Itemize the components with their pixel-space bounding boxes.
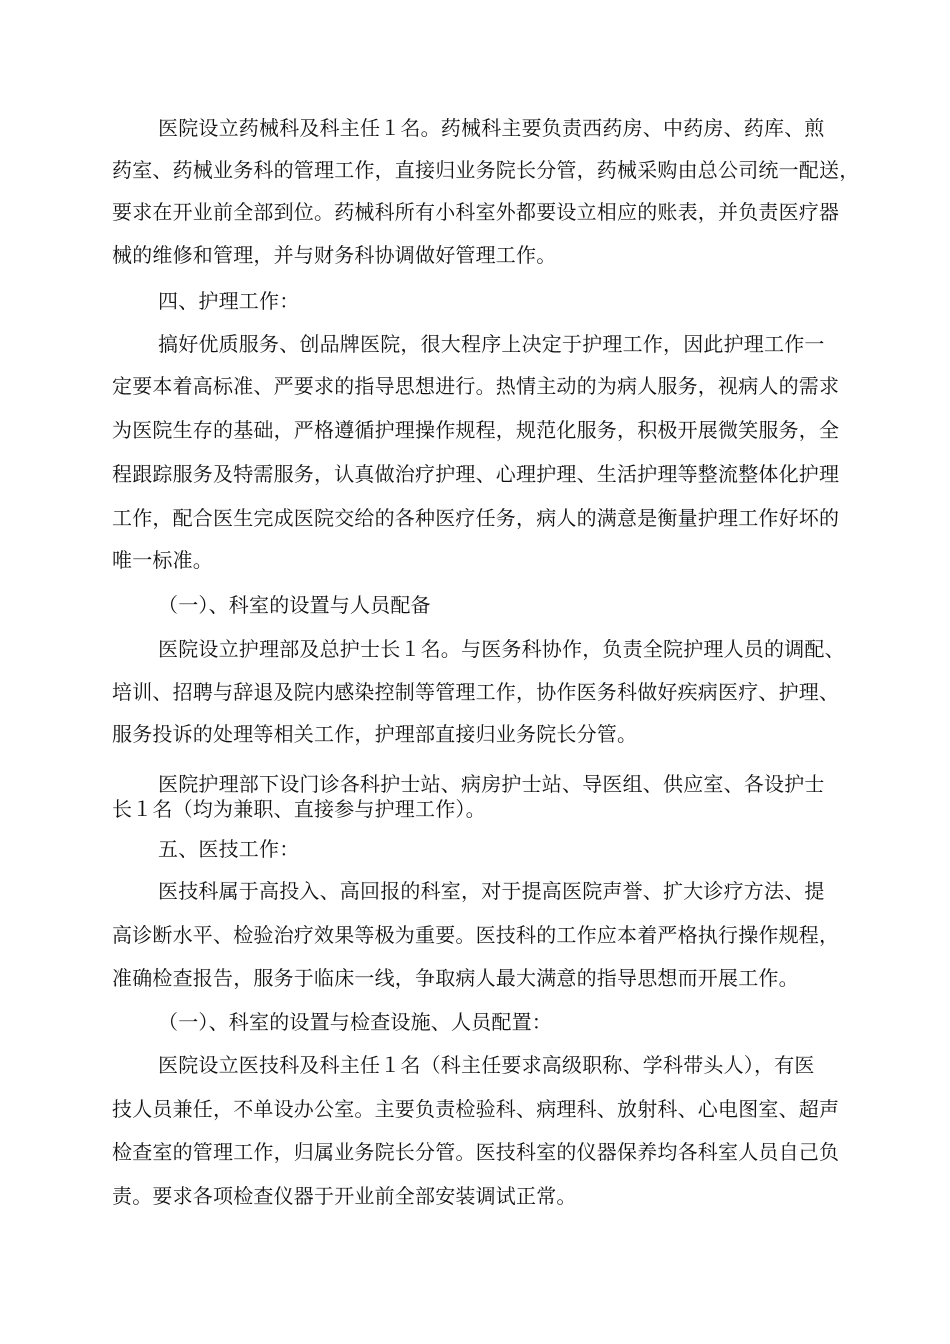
text-line: 搞好优质服务、创品牌医院，很大程序上决定于护理工作，因此护理工作一 xyxy=(158,332,825,356)
subsection-heading: （一）、科室的设置与人员配备 xyxy=(158,593,431,617)
text-line: 药室、药械业务科的管理工作，直接归业务院长分管，药械采购由总公司统一配送， xyxy=(112,158,860,182)
text-line: 唯一标准。 xyxy=(112,548,213,572)
subsection-heading: （一）、科室的设置与检查设施、人员配置： xyxy=(158,1010,552,1034)
text-line: 程跟踪服务及特需服务，认真做治疗护理、心理护理、生活护理等整流整体化护理 xyxy=(112,462,840,486)
text-line: 医院设立医技科及科主任１名（科主任要求高级职称、学科带头人），有医 xyxy=(158,1053,815,1077)
text-line: 工作，配合医生完成医院交给的各种医疗任务，病人的满意是衡量护理工作好坏的 xyxy=(112,506,840,530)
section-heading: 四、护理工作： xyxy=(158,289,300,313)
text-line: 医院护理部下设门诊各科护士站、病房护士站、导医组、供应室、各设护士 xyxy=(158,772,825,796)
text-line: 械的维修和管理，并与财务科协调做好管理工作。 xyxy=(112,243,557,267)
text-line: 为医院生存的基础，严格遵循护理操作规程，规范化服务，积极开展微笑服务，全 xyxy=(112,418,840,442)
text-line: 服务投诉的处理等相关工作，护理部直接归业务院长分管。 xyxy=(112,722,638,746)
text-line: 培训、招聘与辞退及院内感染控制等管理工作，协作医务科做好疾病医疗、护理、 xyxy=(112,680,840,704)
text-line: 定要本着高标准、严要求的指导思想进行。热情主动的为病人服务，视病人的需求 xyxy=(112,374,840,398)
section-heading: 五、医技工作： xyxy=(158,837,300,861)
text-line: 要求在开业前全部到位。药械科所有小科室外都要设立相应的账表，并负责医疗器 xyxy=(112,200,840,224)
text-line: 准确检查报告，服务于临床一线，争取病人最大满意的指导思想而开展工作。 xyxy=(112,966,799,990)
text-line: 医院设立护理部及总护士长１名。与医务科协作，负责全院护理人员的调配、 xyxy=(158,637,845,661)
text-line: 高诊断水平、检验治疗效果等极为重要。医技科的工作应本着严格执行操作规程， xyxy=(112,923,840,947)
text-line: 医院设立药械科及科主任１名。药械科主要负责西药房、中药房、药库、煎 xyxy=(158,116,825,140)
text-line: 医技科属于高投入、高回报的科室，对于提高医院声誉、扩大诊疗方法、提 xyxy=(158,879,825,903)
text-line: 技人员兼任，不单设办公室。主要负责检验科、病理科、放射科、心电图室、超声 xyxy=(112,1097,840,1121)
text-line: 长１名（均为兼职、直接参与护理工作）。 xyxy=(112,797,486,821)
text-line: 检查室的管理工作，归属业务院长分管。医技科室的仪器保养均各科室人员自己负 xyxy=(112,1140,840,1164)
text-line: 责。要求各项检查仪器于开业前全部安装调试正常。 xyxy=(112,1184,577,1208)
